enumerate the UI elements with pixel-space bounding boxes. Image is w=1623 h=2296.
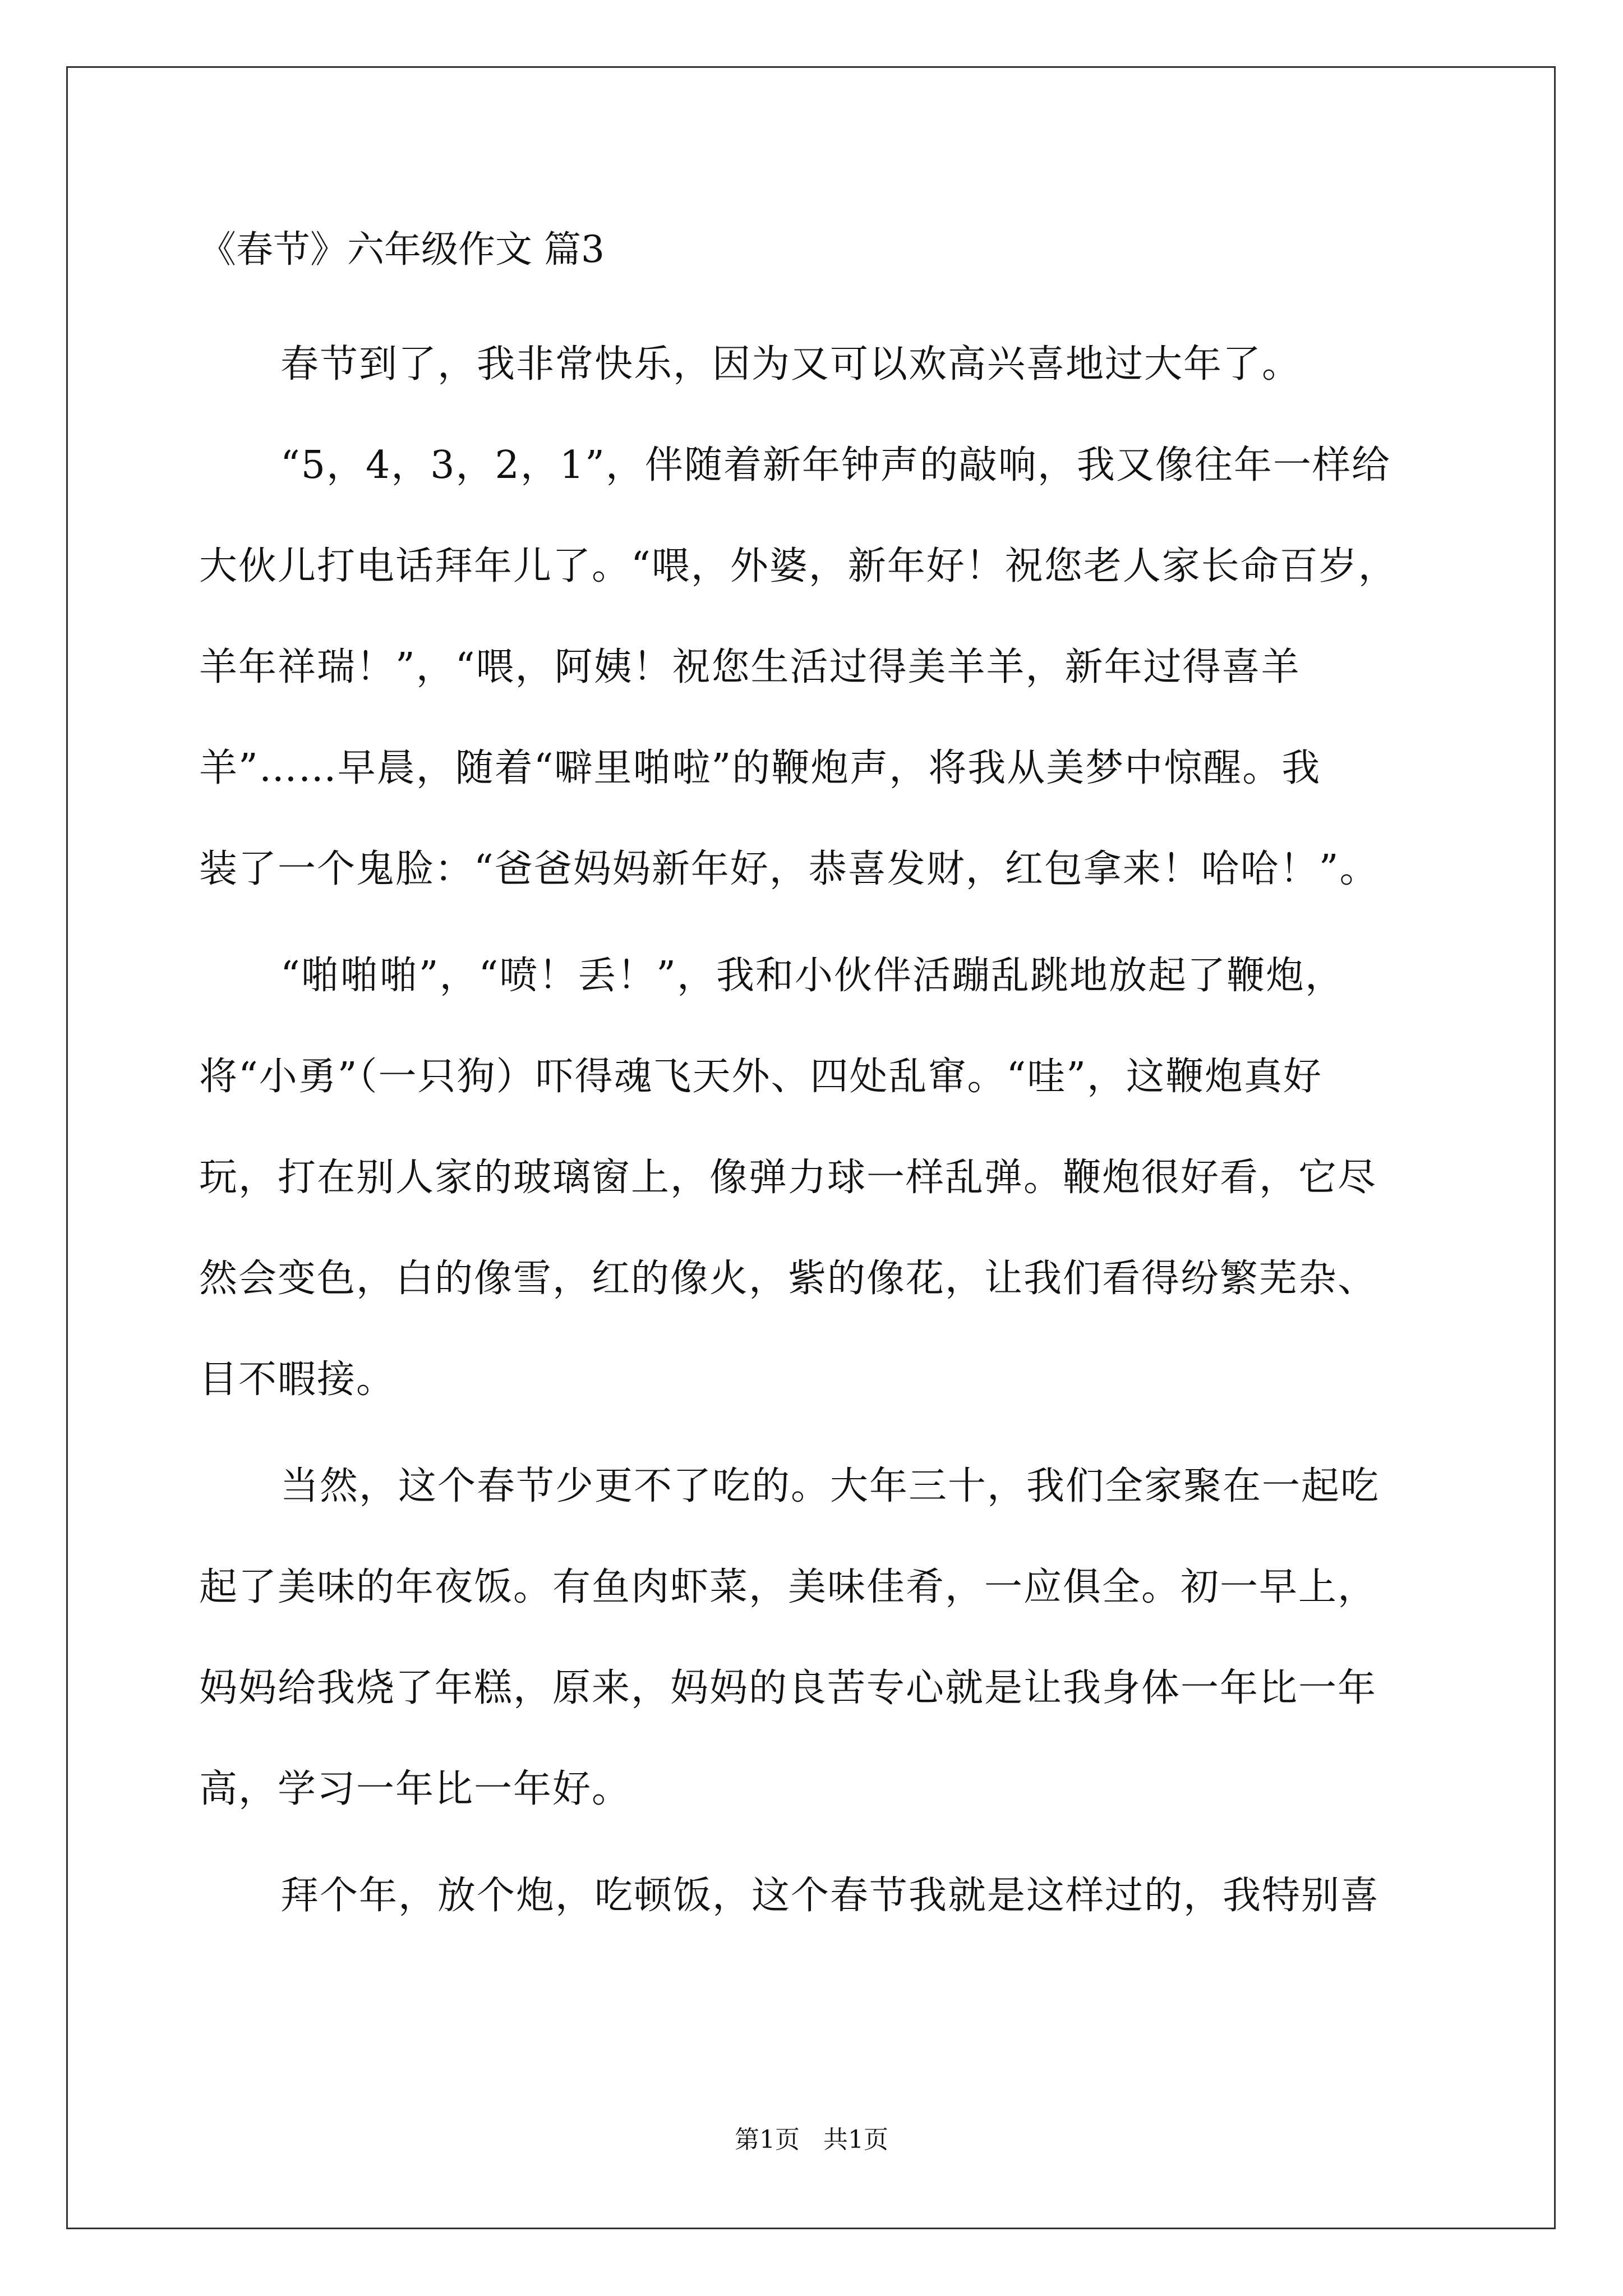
paragraph-line: 春节到了，我非常快乐，因为又可以欢高兴喜地过大年了。 [280,342,1302,386]
paragraph-line: 当然，这个春节少更不了吃的。大年三十，我们全家聚在一起吃 [280,1464,1380,1508]
paragraph-line: 羊年祥瑞！”，“喂，阿姨！祝您生活过得美羊羊，新年过得喜羊 [199,645,1301,689]
paragraph-line: “啪啪啪”，“喷！丢！”，我和小伙伴活蹦乱跳地放起了鞭炮， [280,954,1345,998]
page-footer: 第1页 共1页 [735,2125,888,2154]
paragraph-line: 羊”……早晨，随着“噼里啪啦”的鞭炮声，将我从美梦中惊醒。我 [199,746,1321,790]
paragraph-line: 大伙儿打电话拜年儿了。“喂，外婆，新年好！祝您老人家长命百岁， [199,544,1398,588]
paragraph-line: 目不暇接。 [199,1358,396,1402]
paragraph-line: 起了美味的年夜饭。有鱼肉虾菜，美味佳肴，一应俱全。初一早上， [199,1565,1377,1609]
paragraph-line: 玩，打在别人家的玻璃窗上，像弹力球一样乱弹。鞭炮很好看，它尽 [199,1156,1377,1200]
paragraph-line: 装了一个鬼脸：“爸爸妈妈新年好，恭喜发财，红包拿来！哈哈！”。 [199,847,1379,891]
paragraph-line: “5，4，3，2，1”，伴随着新年钟声的敲响，我又像往年一样给 [280,443,1391,487]
paragraph-line: 然会变色，白的像雪，红的像火，紫的像花，让我们看得纷繁芜杂、 [199,1257,1377,1301]
paragraph-line: 妈妈给我烧了年糕，原来，妈妈的良苦专心就是让我身体一年比一年 [199,1666,1377,1710]
document-title: 《春节》六年级作文 篇3 [199,228,605,271]
paragraph-line: 高，学习一年比一年好。 [199,1767,631,1811]
paragraph-line: 将“小勇”（一只狗）吓得魂飞天外、四处乱窜。“哇”，这鞭炮真好 [199,1055,1323,1099]
paragraph-line: 拜个年，放个炮，吃顿饭，这个春节我就是这样过的，我特别喜 [280,1874,1380,1918]
